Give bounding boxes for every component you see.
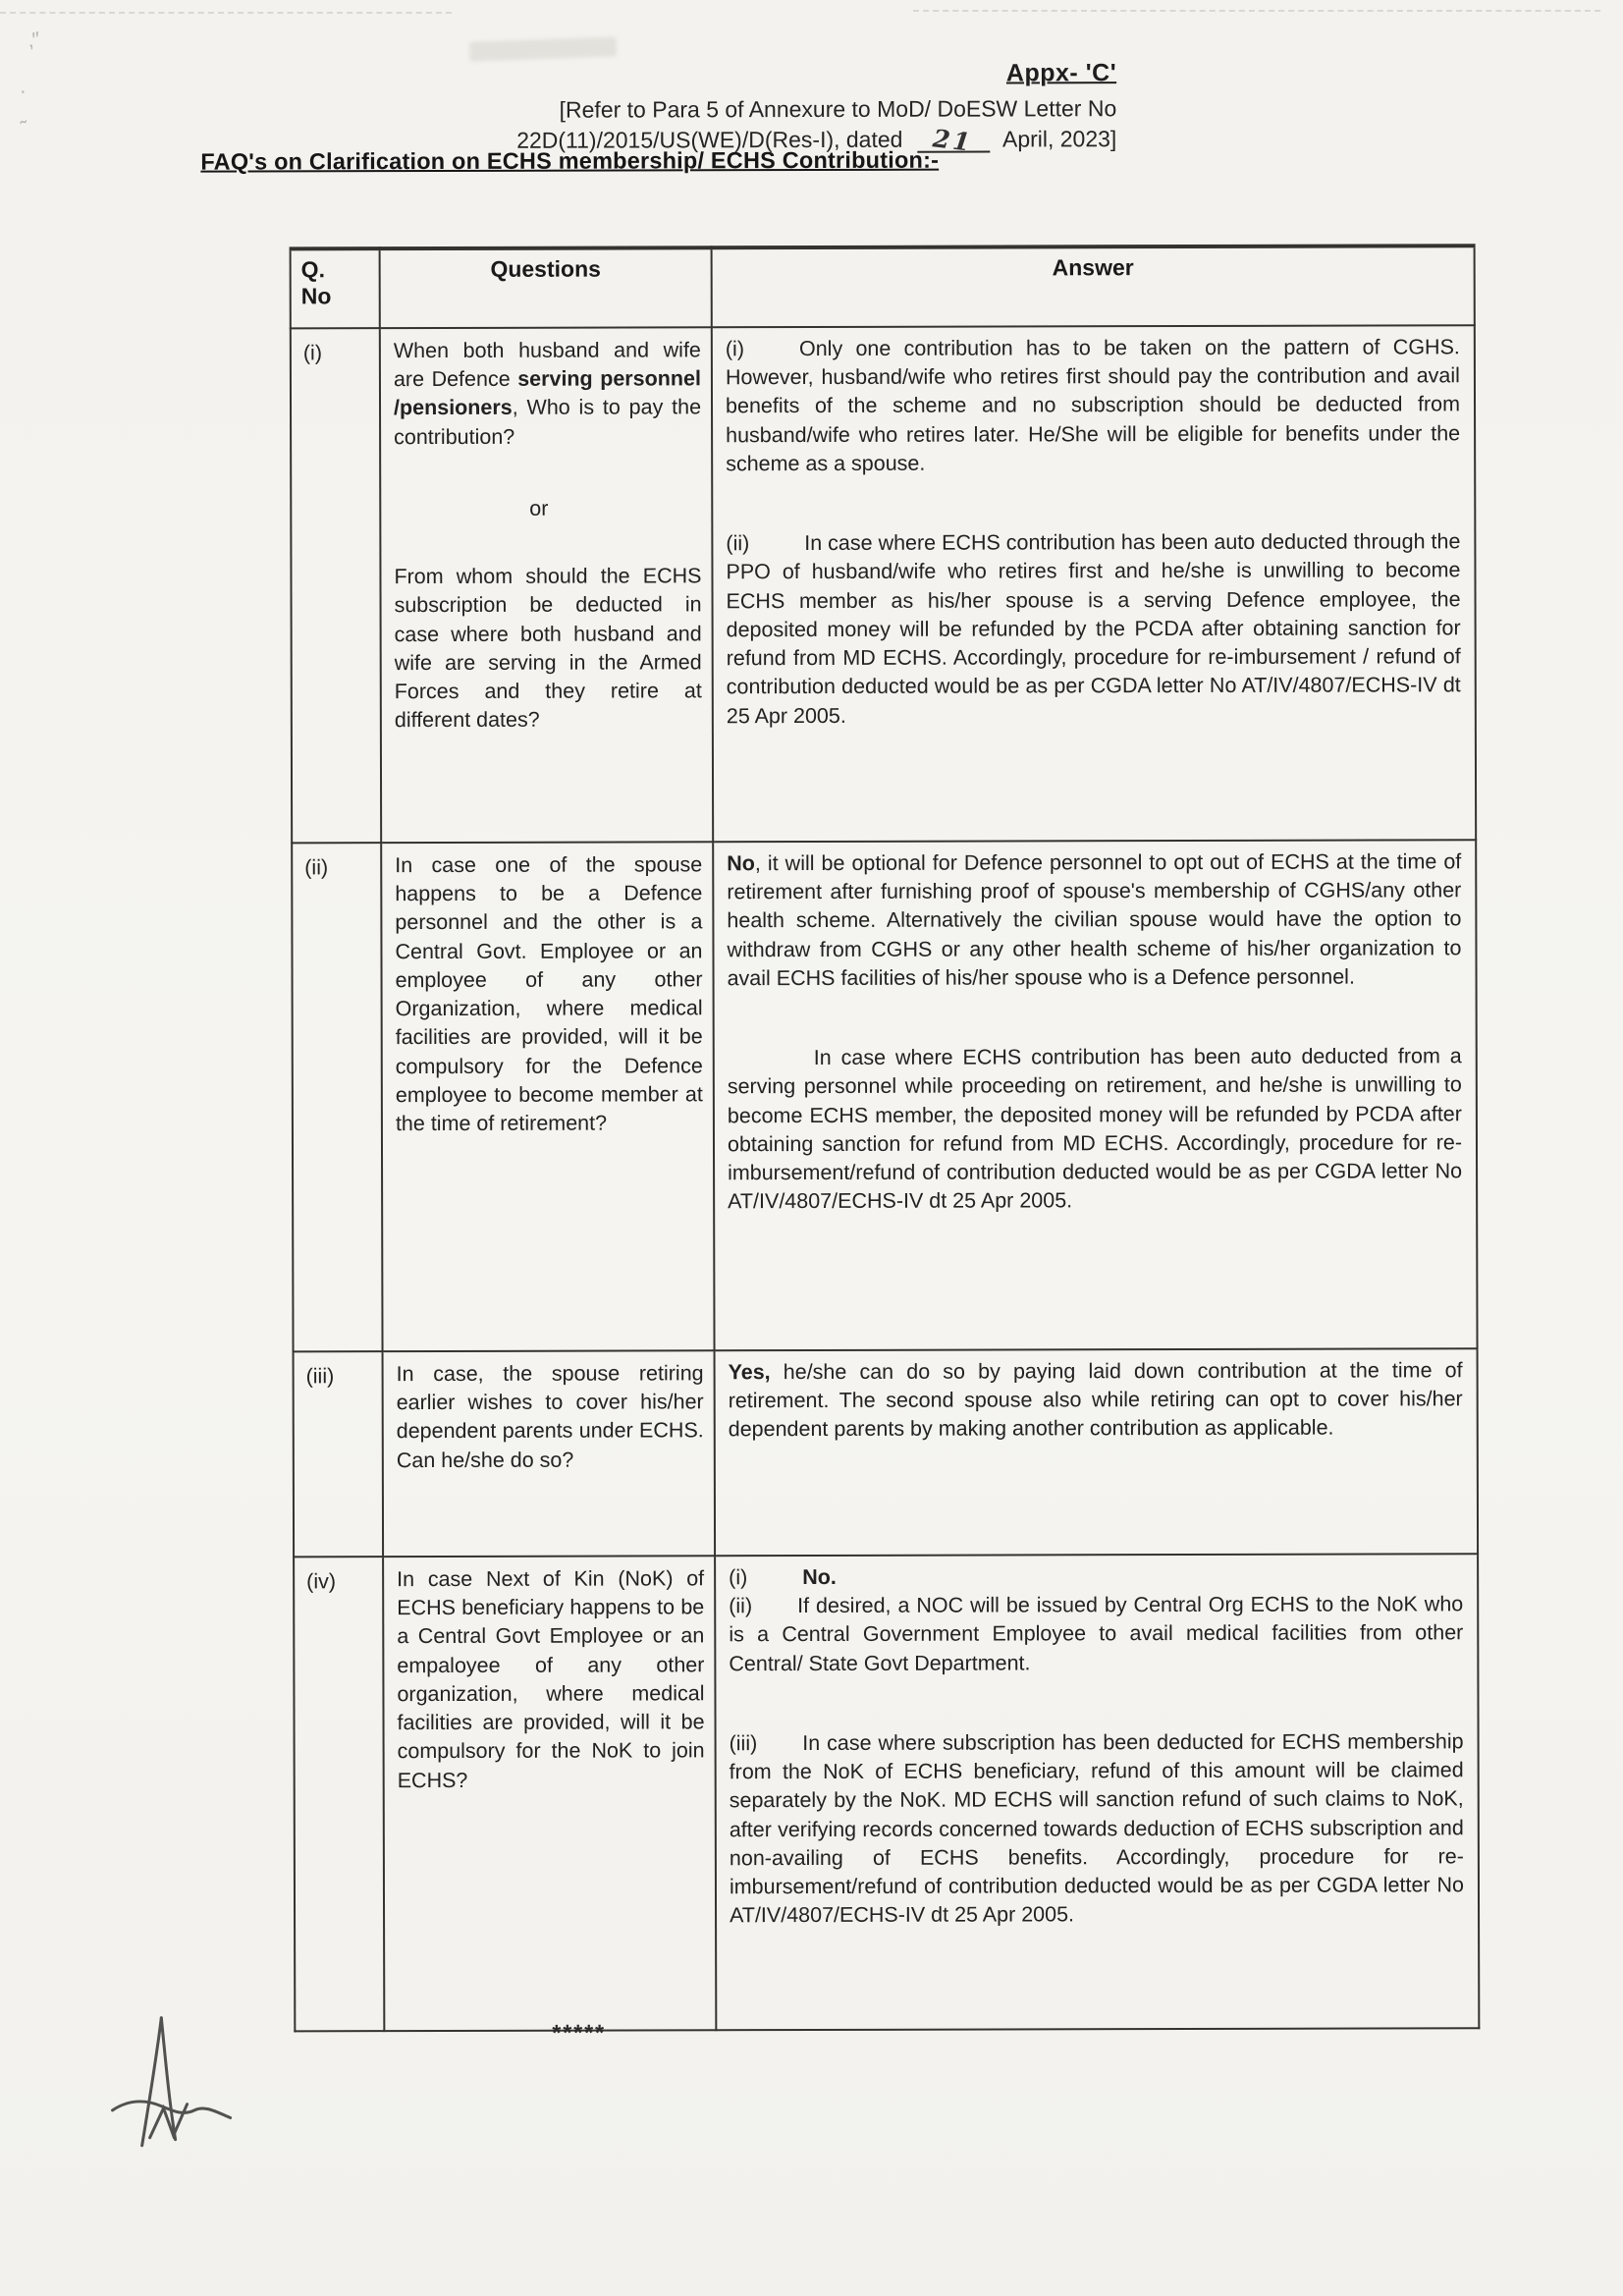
table-row [294,1554,1479,2031]
question-text: When both husband and wife are Defence [393,338,701,392]
signature-mark [100,2000,247,2187]
answer-cell [713,840,1477,1350]
question-text: , Who is to pay the contribution? [394,395,702,449]
table-row [292,840,1477,1351]
question-paragraph: In case, the spouse retiring earlier wishes to cover his/her dependent parents under ECHS. Can he/she do so? [396,1361,704,1472]
answer-cell [712,325,1476,842]
answer-text: , it will be optional for Defence personnel to opt out of ECHS at the time of retirement after furnishing proof of spouse's membership of CGHS/any other health scheme. Alternatively the civilian spouse would have the option to withdraw from CGHS or any other health scheme of his/her organization to avail ECHS facilities of his/her spouse who is a Defence personnel. [727,849,1462,991]
qno-cell: (iv) [294,1557,384,2031]
question-cell [383,1556,716,2031]
column-header-answer: Answer [712,246,1475,327]
reference-line-1: [Refer to Para 5 of Annexure to MoD/ DoESW Letter No [559,95,1117,123]
answer-paragraph [729,1356,1463,1445]
answer-paragraph [730,1727,1465,1931]
answer-paragraph [726,527,1461,731]
question-cell [380,327,713,843]
answer-cell [715,1348,1479,1556]
question-paragraph: In case one of the spouse happens to be a Defence personnel and the other is a Central Govt. Employee or an employee of any other Organization, where medical facilities are provided, will it be compulsory for the Defence employee to become member at the time of retirement? [395,852,703,1136]
question-cell [381,842,714,1351]
question-text-bold: serving personnel /pensioners [393,366,701,420]
answer-text: In case where ECHS contribution has been auto deducted through the PPO of husband/wife who retires first and he/she is unwilling to become ECHS member as his/her spouse is a serving Defence employee, the deposited money will be refunded by the PCDA after obtaining sanction for refund from MD ECHS. Accordingly, procedure for re-imbursement / refund of contribution deducted would be as per CGDA letter No AT/IV/4807/ECHS-IV dt 25 Apr 2005. [726,529,1461,728]
table-row [291,325,1476,843]
end-marker-stars: ***** [552,2019,607,2046]
answer-item-label: (i) [725,337,745,361]
reference-line-2-pre: 22D(11)/2015/US(WE)/D(Res-I), dated [516,126,903,153]
reference-line-2-post: April, 2023] [1001,126,1117,152]
qno-cell: (i) [291,328,381,843]
table-row [294,1348,1479,1557]
pencil-mark: · [17,80,28,103]
answer-item-label: (ii) [729,1594,753,1618]
qno-cell: (iii) [294,1351,384,1557]
answer-item-label: (i) [729,1565,748,1590]
pencil-mark: ˜ [19,117,30,140]
answer-paragraph: In case where ECHS contribution has been auto deducted from a serving personnel while proceeding on retirement, and he/she is unwilling to become ECHS member, the deposited money will be refunded by PCDA after obtaining sanction for refund from MD ECHS. Accordingly, procedure for re-imbursement/refund of contribution deducted would be as per CGDA letter No AT/IV/4807/ECHS-IV dt 25 Apr 2005. [727,1044,1463,1214]
answer-text-bold: No [727,851,755,876]
question-paragraph: In case Next of Kin (NoK) of ECHS beneficiary happens to be a Central Govt Employee or an empaloyee of any other organization, where medical facilities are provided, will it be compulsory for the NoK to join ECHS? [397,1566,705,1792]
answer-text: In case where subscription has been deducted for ECHS membership from the NoK of ECHS beneficiary, refund of this amount will be claimed separately by the NoK. MD ECHS will sanction refund of such claims to NoK, after verifying records concerned towards deduction of ECHS subscription and non-availing of ECHS benefits. Accordingly, procedure for re-imbursement/refund of contribution deducted would be as per CGDA letter No AT/IV/4807/ECHS-IV dt 25 Apr 2005. [729,1729,1464,1928]
document-header [516,58,1117,157]
answer-paragraph [726,333,1460,478]
appendix-label: Appx- 'C' [1005,59,1117,87]
qno-cell: (ii) [292,843,382,1351]
page-title: FAQ's on Clarification on ECHS membership/ ECHS Contribution:- [200,146,940,175]
answer-text: If desired, a NOC will be issued by Central Org ECHS to the NoK who is a Central Government Employee to avail medical facilities from other Central/ State Govt Department. [729,1592,1464,1675]
answer-item-label: (ii) [726,531,750,556]
answer-text-bold: No. [802,1564,837,1590]
answer-text: Only one contribution has to be taken on the pattern of CGHS. However, husband/wife who retires first should pay the contribution and avail benefits of the scheme and no subscription should be deducted from husband/wife who retires later. He/She will be eligible for benefits under the scheme as a spouse. [725,335,1461,476]
answer-item-label: (iii) [729,1731,758,1756]
answer-text-bold: Yes, [728,1360,771,1385]
answer-paragraph [729,1590,1463,1678]
answer-paragraph [729,1561,1463,1592]
pencil-mark: ,′′ [25,27,43,53]
answer-paragraph [727,847,1461,993]
column-header-qno: Q. No [291,248,380,328]
answer-cell [715,1554,1479,2030]
answer-text: he/she can do so by paying laid down contribution at the time of retirement. The second spouse also while retiring can opt to cover his/her dependent parents by making another contribution as applicable. [728,1358,1463,1442]
table-header-row [291,246,1475,328]
column-header-questions: Questions [380,247,712,328]
faq-table [290,244,1481,2032]
handwritten-date: 21 [931,124,975,157]
question-paragraph: From whom should the ECHS subscription be deducted in case where both husband and wife are serving in the Armed Forces and they retire at different dates? [394,564,702,733]
question-cell [383,1350,716,1557]
question-paragraph [394,336,701,452]
question-or-separator: or [529,496,549,520]
